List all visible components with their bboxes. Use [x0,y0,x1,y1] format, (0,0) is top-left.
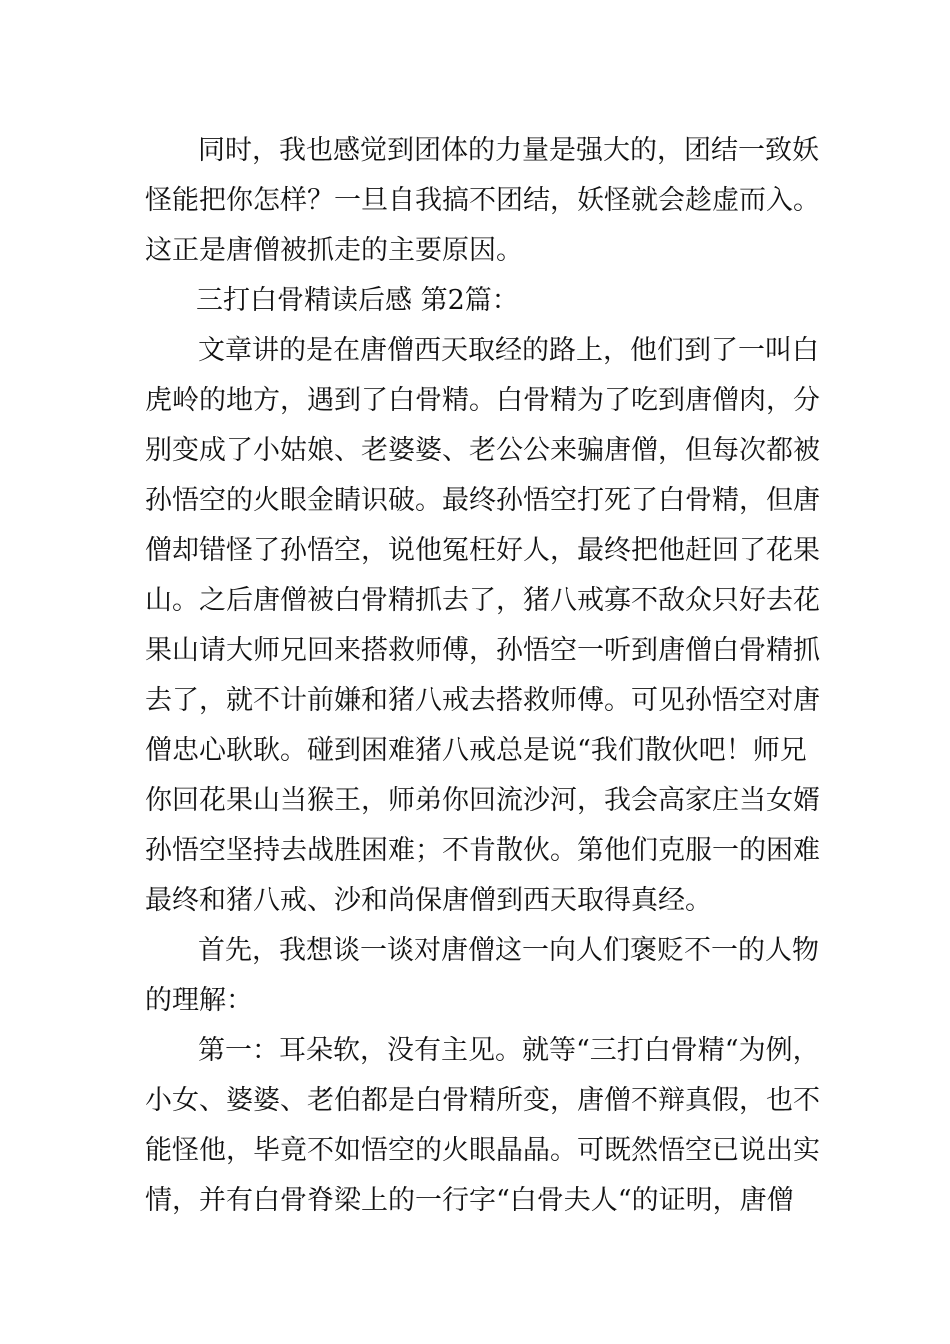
text-line-7: 别变成了小姑娘、老婆婆、老公公来骗唐僧，但每次都被 [145,435,820,466]
text-line-3: 这正是唐僧被抓走的主要原因。 [145,235,523,266]
text-line-14: 你回花果山当猴王，师弟你回流沙河，我会高家庄当女婿 [145,785,820,816]
text-line-20: 小女、婆婆、老伯都是白骨精所变，唐僧不辩真假，也不 [145,1085,820,1116]
text-line-5: 文章讲的是在唐僧西天取经的路上，他们到了一叫白 [198,335,819,366]
text-line-11: 果山请大师兄回来搭救师傅，孙悟空一听到唐僧白骨精抓 [145,635,820,666]
text-line-13: 僧忠心耿耿。碰到困难猪八戒总是说“我们散伙吧！师兄 [145,735,807,766]
text-line-16: 最终和猪八戒、沙和尚保唐僧到西天取得真经。 [145,885,712,916]
text-line-17: 首先，我想谈一谈对唐僧这一向人们褒贬不一的人物 [198,935,819,966]
text-line-6: 虎岭的地方，遇到了白骨精。白骨精为了吃到唐僧肉，分 [145,385,820,416]
text-line-19: 第一：耳朵软，没有主见。就等“三打白骨精“为例， [198,1035,820,1066]
text-line-9: 僧却错怪了孙悟空，说他冤枉好人，最终把他赶回了花果 [145,535,820,566]
text-line-22: 情，并有白骨脊梁上的一行字“白骨夫人“的证明，唐僧 [145,1185,794,1216]
text-line-8: 孙悟空的火眼金睛识破。最终孙悟空打死了白骨精，但唐 [145,485,820,516]
section-heading: 三打白骨精读后感 第2篇： [196,285,519,316]
text-line-21: 能怪他，毕竟不如悟空的火眼晶晶。可既然悟空已说出实 [145,1135,820,1166]
text-line-2: 怪能把你怎样？一旦自我搞不团结，妖怪就会趁虚而入。 [145,185,820,216]
text-line-15: 孙悟空坚持去战胜困难；不肯散伙。第他们克服一的困难 [145,835,820,866]
text-line-12: 去了，就不计前嫌和猪八戒去搭救师傅。可见孙悟空对唐 [145,685,820,716]
text-line-1: 同时，我也感觉到团体的力量是强大的，团结一致妖 [198,135,819,166]
text-line-18: 的理解： [145,985,253,1016]
text-line-10: 山。之后唐僧被白骨精抓去了，猪八戒寡不敌众只好去花 [145,585,820,616]
